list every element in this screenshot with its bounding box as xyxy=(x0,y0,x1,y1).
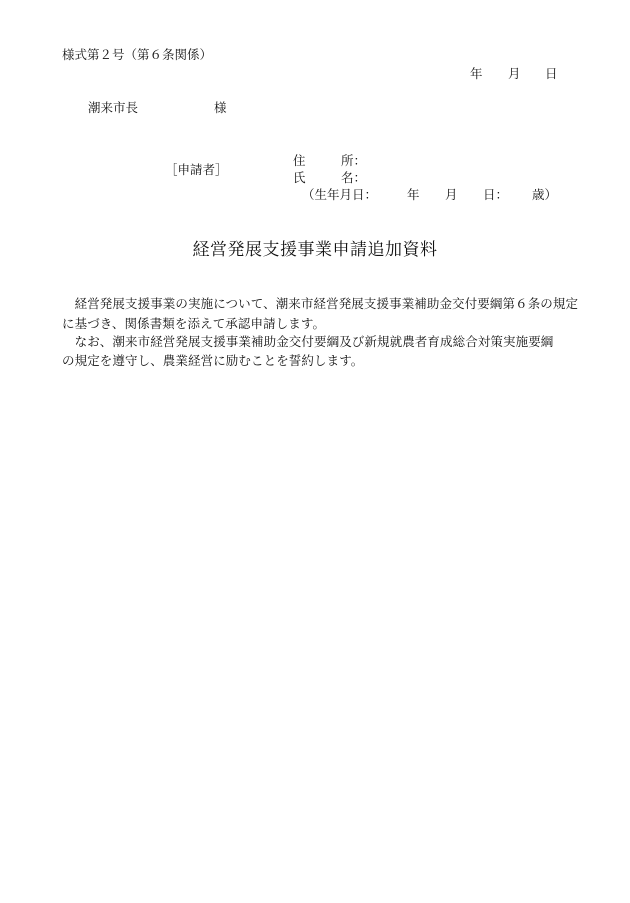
form-number: 様式第２号（第６条関係） xyxy=(62,47,213,62)
date-year-label: 年 xyxy=(470,66,483,81)
date-day-label: 日 xyxy=(545,66,558,81)
birth-year-label: 年 xyxy=(407,187,420,202)
address-label-first: 住 xyxy=(293,153,306,168)
birth-month-label: 月 xyxy=(445,187,458,202)
address-label-second: 所： xyxy=(341,153,367,168)
body-paragraph-line: の規定を遵守し、農業経営に励むことを誓約します。 xyxy=(62,353,364,368)
body-paragraph-line: 経営発展支援事業の実施について、潮来市経営発展支援事業補助金交付要綱第６条の規定 xyxy=(62,296,579,311)
date-month-label: 月 xyxy=(508,66,521,81)
applicant-label: ［申請者］ xyxy=(165,162,228,177)
age-label: 歳） xyxy=(532,187,558,202)
body-paragraph-line: に基づき、関係書類を添えて承認申請します。 xyxy=(62,316,326,331)
birth-day-label: 日： xyxy=(483,187,509,202)
name-label-second: 名： xyxy=(341,170,367,185)
document-title: 経営発展支援事業申請追加資料 xyxy=(192,240,438,260)
birthdate-label: （生年月日： xyxy=(302,187,378,202)
addressee-honorific: 様 xyxy=(214,100,227,115)
addressee-name: 潮来市長 xyxy=(88,100,139,115)
name-label-first: 氏 xyxy=(293,170,306,185)
body-paragraph-line: なお、潮来市経営発展支援事業補助金交付要綱及び新規就農者育成総合対策実施要綱 xyxy=(62,334,554,349)
